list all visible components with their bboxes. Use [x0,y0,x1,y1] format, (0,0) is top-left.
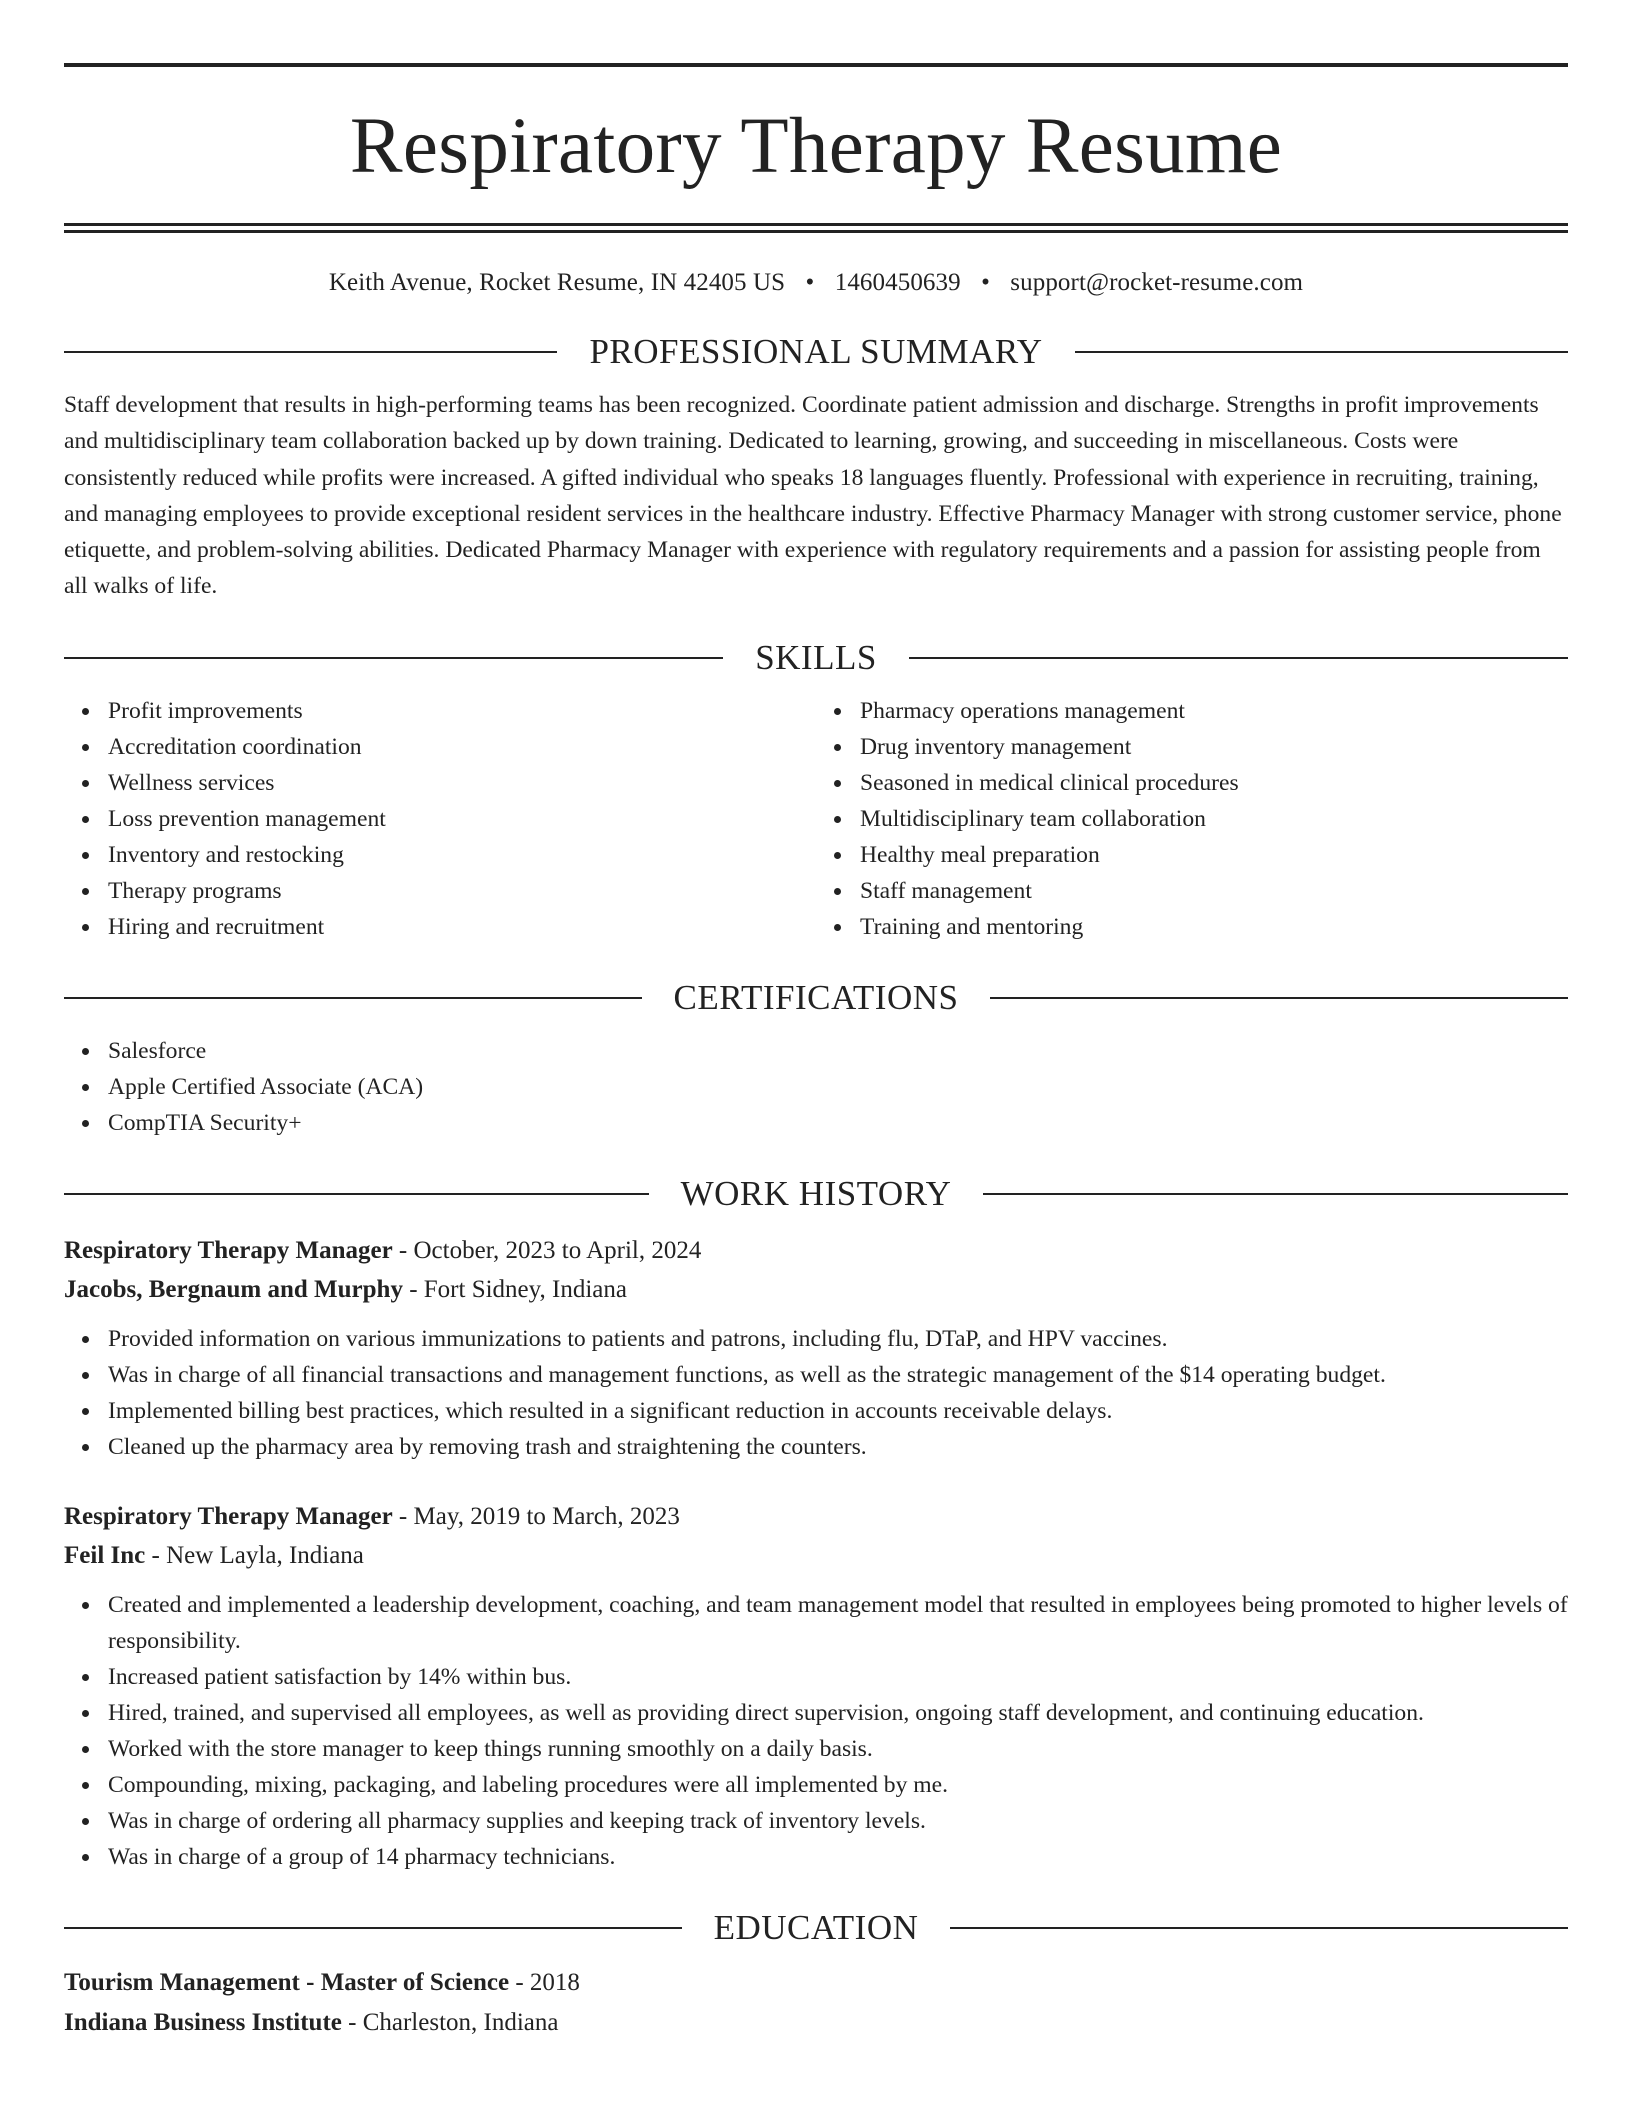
skill-item: Training and mentoring [860,909,1568,945]
job-dates: - May, 2019 to March, 2023 [392,1502,680,1530]
job-bullet: Provided information on various immunizations to patients and patrons, including flu, DTaP, and HPV vaccines. [108,1321,1568,1357]
certification-item: CompTIA Security+ [108,1105,1568,1141]
skills-columns [64,693,1568,945]
contact-line [64,267,1568,299]
title-double-rule [64,223,1568,233]
skill-item: Multidisciplinary team collaboration [860,801,1568,837]
job-location: - New Layla, Indiana [145,1541,364,1569]
job-bullet: Implemented billing best practices, which resulted in a significant reduction in accounts receivable delays. [108,1393,1568,1429]
contact-email[interactable]: support@rocket-resume.com [1010,269,1304,296]
skill-item: Therapy programs [108,873,816,909]
job-dates: - October, 2023 to April, 2024 [392,1236,702,1264]
job-bullet: Cleaned up the pharmacy area by removing trash and straightening the counters. [108,1429,1568,1465]
job-bullet: Compounding, mixing, packaging, and labeling procedures were all implemented by me. [108,1767,1568,1803]
skill-item: Pharmacy operations management [860,693,1568,729]
education-school-line [64,2003,1568,2043]
job-bullet: Created and implemented a leadership development, coaching, and team management model that resulted in employees being promoted to higher levels of responsibility. [108,1587,1568,1659]
job-company: Jacobs, Bergnaum and Murphy [64,1275,403,1303]
job-bullet: Hired, trained, and supervised all employees, as well as providing direct supervision, ongoing staff development, and continuing education. [108,1695,1568,1731]
resume-title: Respiratory Therapy Resume [349,103,1283,190]
education-degree: Tourism Management - Master of Science [64,1968,510,1996]
contact-separator: • [981,269,990,296]
contact-phone: 1460450639 [834,269,961,296]
resume-page [64,0,1568,2043]
job-bullet: Was in charge of ordering all pharmacy supplies and keeping track of inventory levels. [108,1803,1568,1839]
skill-item: Drug inventory management [860,729,1568,765]
job-bullets [64,1321,1568,1465]
skills-section-heading [64,637,1568,679]
contact-address: Keith Avenue, Rocket Resume, IN 42405 US [328,269,786,296]
heading-rule [983,1193,1568,1195]
skill-item: Profit improvements [108,693,816,729]
heading-rule [1075,351,1568,353]
job-title: Respiratory Therapy Manager [64,1236,393,1264]
skill-item: Accreditation coordination [108,729,816,765]
certification-item: Apple Certified Associate (ACA) [108,1069,1568,1105]
job-company-line [64,1270,1568,1309]
job-bullets [64,1587,1568,1875]
job-entry [64,1497,1568,1875]
skill-item: Hiring and recruitment [108,909,816,945]
job-company-line [64,1536,1568,1575]
certifications-section-heading [64,977,1568,1019]
work-section-heading [64,1173,1568,1215]
education-heading: EDUCATION [713,1907,919,1947]
job-location: - Fort Sidney, Indiana [402,1275,627,1303]
education-section-heading [64,1907,1568,1949]
heading-rule [64,657,723,659]
certifications-list [64,1033,1568,1141]
certification-item: Salesforce [108,1033,1568,1069]
heading-rule [64,997,642,999]
job-title: Respiratory Therapy Manager [64,1502,393,1530]
job-bullet: Worked with the store manager to keep things running smoothly on a daily basis. [108,1731,1568,1767]
top-rule [64,63,1568,67]
education-degree-line [64,1963,1568,2003]
job-title-line [64,1231,1568,1270]
certifications-heading: CERTIFICATIONS [673,977,959,1017]
skill-item: Seasoned in medical clinical procedures [860,765,1568,801]
skill-item: Wellness services [108,765,816,801]
job-entry [64,1231,1568,1465]
job-company: Feil Inc [64,1541,146,1569]
skills-list-left [64,693,816,945]
education-year: - 2018 [509,1968,580,1996]
job-bullet: Was in charge of a group of 14 pharmacy technicians. [108,1839,1568,1875]
skill-item: Healthy meal preparation [860,837,1568,873]
skill-item: Staff management [860,873,1568,909]
heading-rule [64,1193,649,1195]
heading-rule [990,997,1568,999]
summary-text: Staff development that results in high-performing teams has been recognized. Coordinate patient admission and discharge. Strengths in profit improvements and multidisciplinary team collaboration backed up by down training. Dedicated to learning, growing, and succeeding in miscellaneous. Costs were consistently reduced while profits were increased. A gifted individual who speaks 18 languages fluently. Professional with experience in recruiting, training, and managing employees to provide exceptional resident services in the healthcare industry. Effective Pharmacy Manager with strong customer service, phone etiquette, and problem-solving abilities. Dedicated Pharmacy Manager with experience with regulatory requirements and a passion for assisting people from all walks of life. [64,392,1562,600]
heading-rule [64,351,557,353]
skills-heading: SKILLS [755,637,877,677]
heading-rule [909,657,1568,659]
heading-rule [950,1927,1568,1929]
education-school: Indiana Business Institute [64,2008,342,2036]
skills-list-right [816,693,1568,945]
contact-separator: • [805,269,815,296]
heading-rule [64,1927,682,1929]
education-location: - Charleston, Indiana [341,2008,559,2036]
work-heading: WORK HISTORY [680,1173,952,1213]
skill-item: Inventory and restocking [108,837,816,873]
job-bullet: Was in charge of all financial transactions and management functions, as well as the strategic management of the $14 operating budget. [108,1357,1568,1393]
skill-item: Loss prevention management [108,801,816,837]
summary-section-heading [64,331,1568,373]
job-bullet: Increased patient satisfaction by 14% within bus. [108,1659,1568,1695]
summary-heading: PROFESSIONAL SUMMARY [589,332,1043,371]
education-entry [64,1963,1568,2043]
job-title-line [64,1497,1568,1536]
